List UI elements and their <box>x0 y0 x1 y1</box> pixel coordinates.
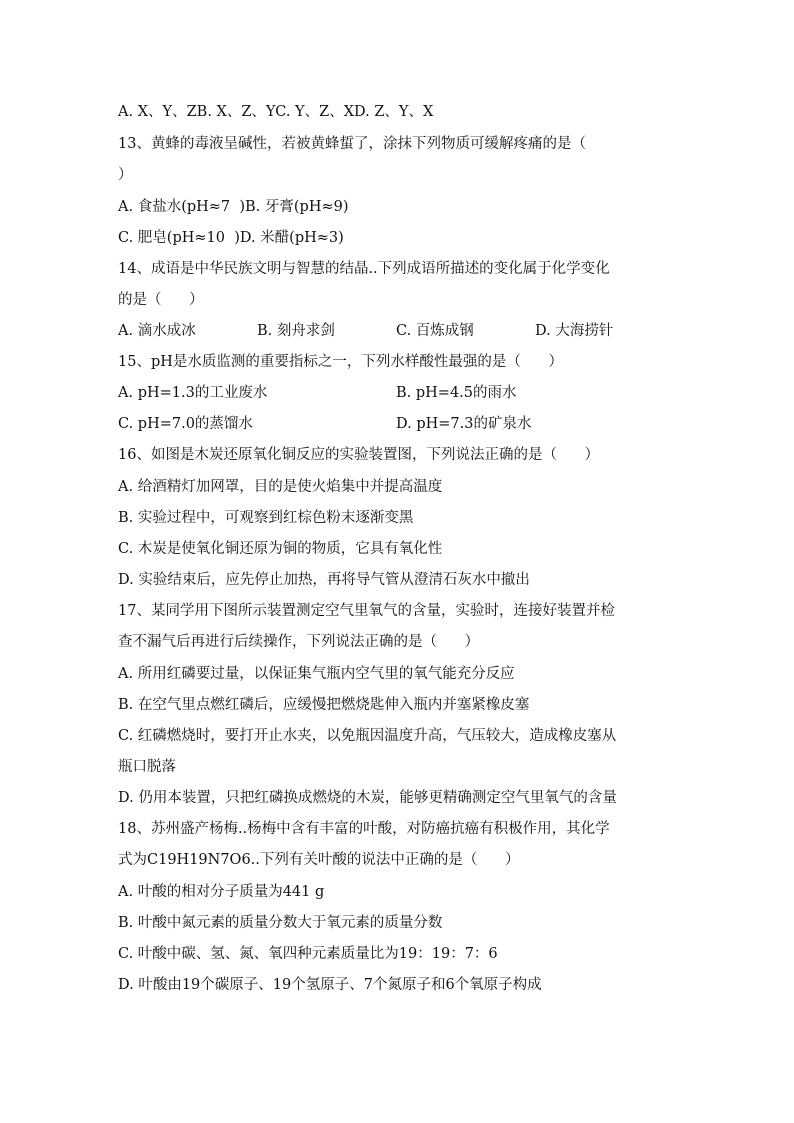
q14-option-a: A. 滴水成冰 <box>118 323 196 339</box>
q18-option-d: D. 叶酸由19个碳原子、19个氢原子、7个氮原子和6个氧原子构成 <box>118 977 542 993</box>
q17-option-c-line2: 瓶口脱落 <box>118 759 176 775</box>
q18-option-a: A. 叶酸的相对分子质量为441 g <box>118 884 325 900</box>
q17-option-c-line1: C. 红磷燃烧时，要打开止水夹，以免瓶因温度升高，气压较大，造成橡皮塞从 <box>118 728 617 744</box>
q13-options-cd: C. 肥皂(pH≈10 )D. 米醋(pH≈3) <box>118 230 344 246</box>
q16-option-a: A. 给酒精灯加网罩，目的是使火焰集中并提高温度 <box>118 479 443 495</box>
q13-stem-line2: ） <box>118 167 133 183</box>
q17-stem-line1: 17、某同学用下图所示装置测定空气里氧气的含量，实验时，连接好装置并检 <box>118 603 615 619</box>
q12-options: A. X、Y、ZB. X、Z、YC. Y、Z、XD. Z、Y、X <box>118 104 434 120</box>
q14-stem-line2: 的是（ ） <box>118 292 204 308</box>
q13-options-ab: A. 食盐水(pH≈7 )B. 牙膏(pH≈9) <box>118 199 349 215</box>
q17-option-d: D. 仍用本装置，只把红磷换成燃烧的木炭，能够更精确测定空气里氧气的含量 <box>118 790 617 806</box>
q18-option-b: B. 叶酸中氮元素的质量分数大于氧元素的质量分数 <box>118 915 443 931</box>
q17-option-a: A. 所用红磷要过量，以保证集气瓶内空气里的氧气能充分反应 <box>118 666 515 682</box>
q15-options-row2 <box>118 413 531 435</box>
q15-option-c: C. pH=7.0的蒸馏水 <box>118 416 253 432</box>
q14-option-c: C. 百炼成钢 <box>396 323 474 339</box>
q13-stem-line1: 13、黄蜂的毒液呈碱性，若被黄蜂蜇了，涂抹下列物质可缓解疼痛的是（ <box>118 136 586 152</box>
q17-option-b: B. 在空气里点燃红磷后，应缓慢把燃烧匙伸入瓶内并塞紧橡皮塞 <box>118 697 530 713</box>
q18-stem-line1: 18、苏州盛产杨梅..杨梅中含有丰富的叶酸，对防癌抗癌有积极作用，其化学 <box>118 821 610 837</box>
q18-stem-line2: 式为C19H19N7O6..下列有关叶酸的说法中正确的是（ ） <box>118 852 520 868</box>
q16-option-d: D. 实验结束后，应先停止加热，再将导气管从澄清石灰水中撤出 <box>118 572 530 588</box>
q16-option-b: B. 实验过程中，可观察到红棕色粉末逐渐变黑 <box>118 510 414 526</box>
q14-option-d: D. 大海捞针 <box>535 323 614 339</box>
q16-option-c: C. 木炭是使氧化铜还原为铜的物质，它具有氧化性 <box>118 541 443 557</box>
q15-options-row1 <box>118 382 517 404</box>
q14-stem-line1: 14、成语是中华民族文明与智慧的结晶..下列成语所描述的变化属于化学变化 <box>118 261 610 277</box>
q16-stem: 16、如图是木炭还原氧化铜反应的实验装置图，下列说法正确的是（ ） <box>118 447 600 463</box>
q14-option-b: B. 刻舟求剑 <box>257 323 335 339</box>
q14-options-row <box>118 320 613 342</box>
q15-option-a: A. pH=1.3的工业废水 <box>118 385 268 401</box>
q17-stem-line2: 查不漏气后再进行后续操作，下列说法正确的是（ ） <box>118 634 480 650</box>
q15-option-d: D. pH=7.3的矿泉水 <box>396 416 532 432</box>
q15-option-b: B. pH=4.5的雨水 <box>396 385 517 401</box>
q18-option-c: C. 叶酸中碳、氢、氮、氧四种元素质量比为19：19：7：6 <box>118 946 498 962</box>
q15-stem: 15、pH是水质监测的重要指标之一，下列水样酸性最强的是（ ） <box>118 354 564 370</box>
